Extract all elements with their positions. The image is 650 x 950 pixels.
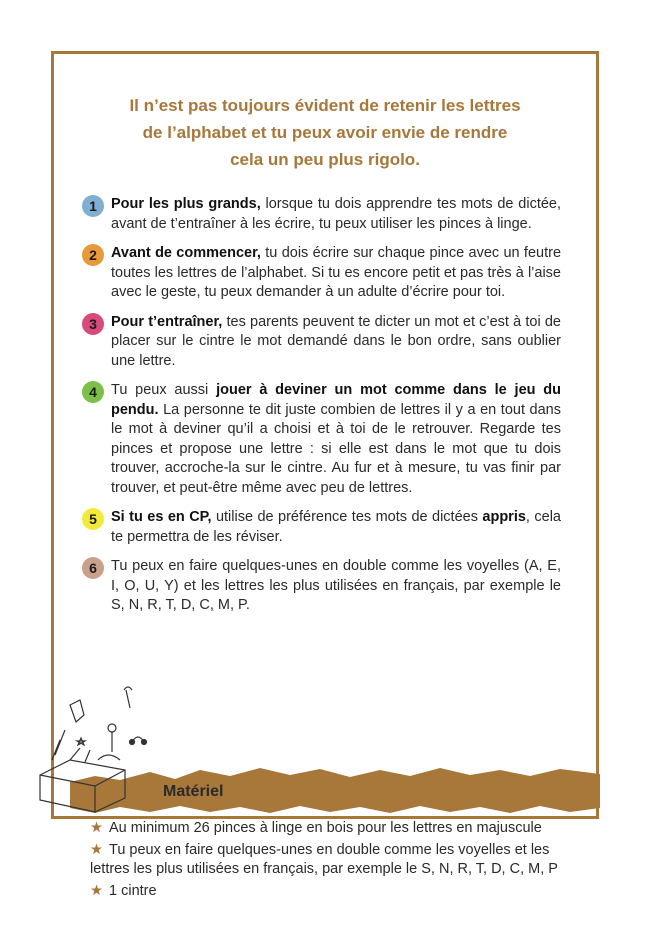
item-text-post: , cela te permettra de les réviser. xyxy=(111,509,561,545)
number-badge: 6 xyxy=(82,557,104,579)
box-outline xyxy=(40,760,125,812)
number-badge: 3 xyxy=(82,313,104,335)
materiel-list xyxy=(90,819,590,904)
materiel-item xyxy=(90,841,590,879)
number-badge: 1 xyxy=(82,195,104,217)
star-icon: ★ xyxy=(90,820,103,836)
headphone-right xyxy=(142,740,147,745)
materiel-item-text: 1 cintre xyxy=(109,883,157,899)
flower-doodle xyxy=(108,724,116,732)
materiel-item xyxy=(90,882,590,901)
star-doodle xyxy=(77,738,85,745)
sock-doodle xyxy=(70,700,84,722)
item-bold: Si tu es en CP, xyxy=(111,509,212,525)
item-text: tes parents peuvent te dicter un mot et c’est à toi de placer sur le cintre le mot demandé dans le bon ordre, sans oublier une lettre. xyxy=(111,313,561,369)
star-icon: ★ xyxy=(90,883,103,899)
materiel-title: Matériel xyxy=(163,783,224,800)
number-badge: 2 xyxy=(82,244,104,266)
materiel-item xyxy=(90,819,590,838)
ladder-doodle xyxy=(52,730,65,760)
materiel-item-text: Au minimum 26 pinces à linge en bois pour les lettres en majuscule xyxy=(109,820,542,836)
intro-line: de l’alphabet et tu peux avoir envie de rendre xyxy=(142,123,508,142)
item-text: Tu peux en faire quelques-unes en double comme les voyelles (A, E, I, O, U, Y) et les lettres les plus utilisées en français, par exemple le S, N, R, T, D, C, M, P. xyxy=(111,558,561,613)
item-text: La personne te dit juste combien de lettres il y a en tout dans le mot à deviner qu’il a choisi et à toi de le retrouver. Regarde tes pinces et propose une lettre : si elle est dans le mot que tu dois trouver, accroche-la sur le cintre. Au fur et à mesure, tu vas finir par trouver, et peut-être même avec peu de lettres. xyxy=(111,401,561,496)
materiel-item-text: Tu peux en faire quelques-unes en double comme les voyelles et les lettres les plus utilisées en français, par exemple le S, N, R, T, D, C, M, P xyxy=(90,842,558,877)
intro-line: cela un peu plus rigolo. xyxy=(230,150,420,169)
item-bold: jouer à deviner un mot comme dans le jeu du pendu. xyxy=(111,382,562,418)
item-bold: Pour t’entraîner, xyxy=(111,313,223,330)
number-badge: 5 xyxy=(82,508,104,530)
item-bold-2: appris xyxy=(482,509,526,525)
tools-doodle xyxy=(70,748,90,762)
item-bold: Avant de commencer, xyxy=(111,245,261,261)
item-text-pre: Tu peux aussi xyxy=(111,382,217,398)
star-icon: ★ xyxy=(90,842,103,858)
box-edges xyxy=(40,770,125,812)
item-text: tu dois écrire sur chaque pince avec un feutre toutes les lettres de l’alphabet. Si tu es encore petit et pas très à l’aise avec le geste, tu peux demander à un adulte d’écrire pour toi. xyxy=(111,245,562,300)
item-bold: Pour les plus grands, xyxy=(111,196,261,212)
number-badge: 4 xyxy=(82,381,104,403)
item-text: lorsque tu dois apprendre tes mots de dictée, avant de t’entraîner à les écrire, tu peux utiliser les pinces à linge. xyxy=(111,196,562,232)
intro-line: Il n’est pas toujours évident de retenir les lettres xyxy=(129,96,521,115)
kettle-doodle xyxy=(98,755,120,760)
whisk-doodle xyxy=(124,687,132,708)
item-text: utilise de préférence tes mots de dictées xyxy=(211,509,483,525)
headphone-left xyxy=(130,740,135,745)
